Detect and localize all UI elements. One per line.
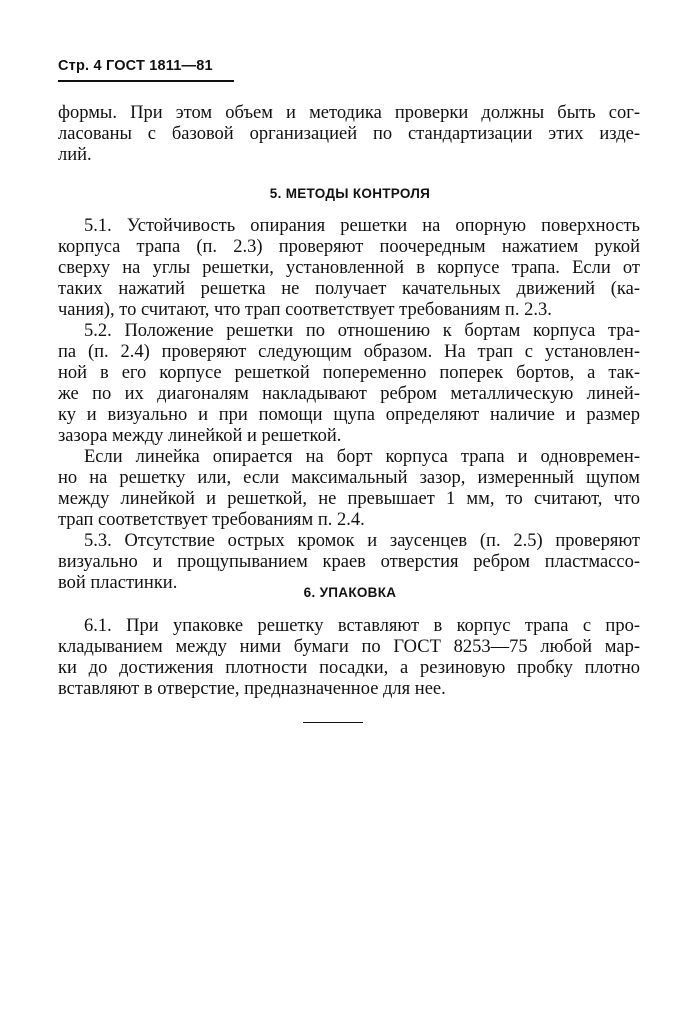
section-6-title: 6. УПАКОВКА — [303, 585, 397, 600]
text-line: сверху на углы решетки, установленной в корпусе трапа. Если от — [58, 258, 640, 278]
end-rule — [303, 722, 363, 723]
text-line: но на решетку или, если максимальный зазор, измеренный щупом — [58, 468, 640, 488]
text-line: между линейкой и решеткой, не превышает 1 мм, то считают, что — [58, 489, 640, 509]
text-line: формы. При этом объем и методика проверки должны быть сог- — [58, 103, 640, 123]
text-line: ласованы с базовой организацией по стандартизации этих изде- — [58, 124, 640, 144]
text-line: лий. — [58, 145, 92, 165]
text-line: Если линейка опирается на борт корпуса трапа и одновремен- — [84, 447, 640, 467]
text-line: ной в его корпусе решеткой попеременно поперек бортов, а так- — [58, 363, 640, 383]
text-line: таких нажатий решетка не получает качательных движений (ка- — [58, 279, 640, 299]
intro-paragraph — [58, 103, 640, 166]
paragraph-5-2 — [58, 321, 640, 447]
section-5-title: 5. МЕТОДЫ КОНТРОЛЯ — [269, 186, 431, 201]
text-line: же по их диагоналям накладывают ребром металлическую линей- — [58, 384, 640, 404]
text-line: трап соответствует требованиям п. 2.4. — [58, 510, 365, 530]
text-line: корпуса трапа (п. 2.3) проверяют поочередным нажатием рукой — [58, 237, 640, 257]
paragraph-5-2-continued — [58, 447, 640, 531]
text-line: ки до достижения плотности посадки, а резиновую пробку плотно — [58, 658, 640, 678]
text-line: 5.3. Отсутствие острых кромок и заусенцев (п. 2.5) проверяют — [84, 531, 640, 551]
text-line: вой пластинки. — [58, 573, 178, 593]
text-line: зазора между линейкой и решеткой. — [58, 426, 342, 446]
text-line: визуально и прощупыванием краев отверстия ребром пластмассо- — [58, 552, 640, 572]
text-line: ку и визуально и при помощи щупа определяют наличие и размер — [58, 405, 640, 425]
text-line: па (п. 2.4) проверяют следующим образом. На трап с установлен- — [58, 342, 640, 362]
header-rule — [58, 80, 234, 82]
paragraph-5-1 — [58, 216, 640, 321]
text-line: вставляют в отверстие, предназначенное для нее. — [58, 679, 446, 699]
text-line: чания), то считают, что трап соответствует требованиям п. 2.3. — [58, 300, 552, 320]
text-line: кладыванием между ними бумаги по ГОСТ 8253—75 любой мар- — [58, 637, 640, 657]
text-line: 5.2. Положение решетки по отношению к бортам корпуса тра- — [84, 321, 640, 341]
text-line: 5.1. Устойчивость опирания решетки на опорную поверхность — [84, 216, 640, 236]
text-line: 6.1. При упаковке решетку вставляют в корпус трапа с про- — [84, 616, 640, 636]
page-header: Стр. 4 ГОСТ 1811—81 — [58, 58, 213, 74]
paragraph-6-1 — [58, 616, 640, 700]
